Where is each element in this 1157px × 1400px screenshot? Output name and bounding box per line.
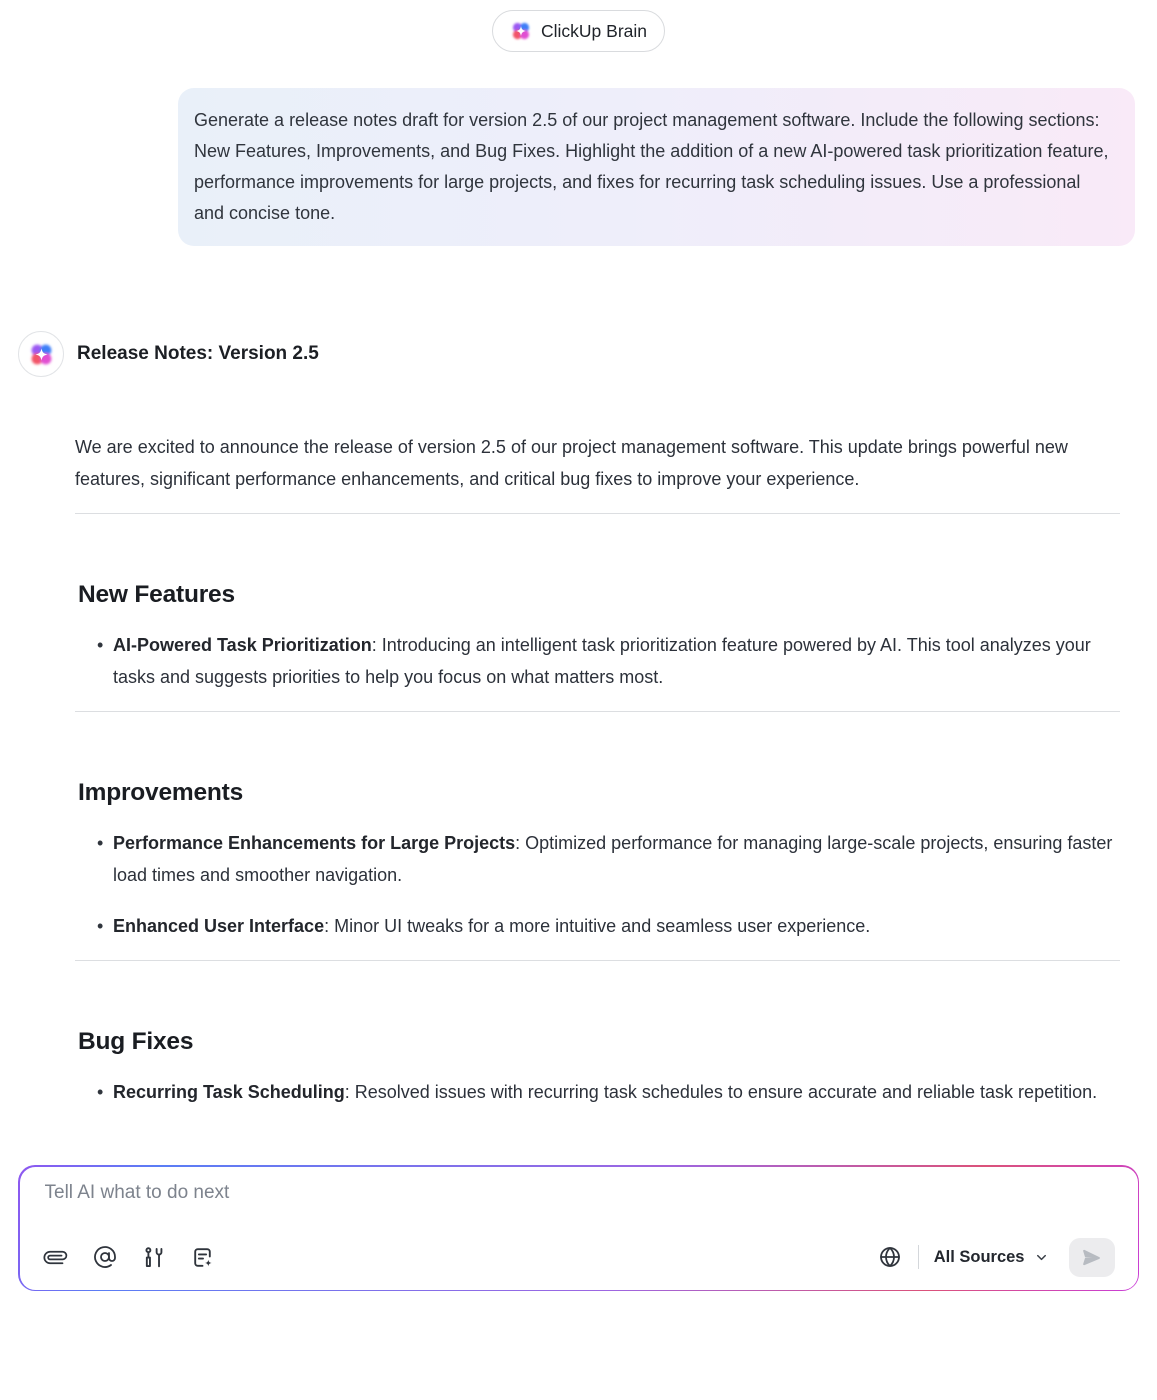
globe-icon — [878, 1245, 902, 1269]
item-term: Enhanced User Interface — [113, 916, 325, 936]
badge-label: ClickUp Brain — [541, 20, 647, 41]
ai-response-header — [18, 331, 1139, 377]
bullet-dot: • — [97, 833, 104, 853]
ai-response — [18, 331, 1139, 1108]
paperclip-icon — [44, 1246, 67, 1269]
attach-file-button[interactable] — [43, 1244, 69, 1270]
composer-right-tools — [877, 1238, 1115, 1277]
item-desc: : Optimized performance for managing large-scale projects, ensuring faster load times and smoother navigation. — [113, 833, 1113, 885]
composer-gradient-border — [18, 1165, 1139, 1291]
divider — [75, 960, 1120, 961]
sources-selector[interactable] — [934, 1248, 1049, 1267]
composer-toolbar — [43, 1238, 1115, 1277]
divider — [75, 711, 1120, 712]
mention-button[interactable] — [92, 1244, 118, 1270]
ai-response-body — [75, 431, 1120, 1108]
divider — [75, 513, 1120, 514]
section-list-improvements — [75, 827, 1120, 942]
prompt-templates-icon — [190, 1245, 215, 1270]
sources-label: All Sources — [933, 1247, 1025, 1266]
list-item — [75, 1076, 1120, 1108]
ai-avatar — [18, 331, 64, 377]
section-title-new-features: New Features — [78, 581, 235, 608]
section-title-bug-fixes: Bug Fixes — [78, 1028, 194, 1055]
section-title-improvements: Improvements — [78, 779, 244, 806]
list-item — [75, 827, 1120, 891]
bullet-dot: • — [97, 1082, 104, 1102]
user-message-text: Generate a release notes draft for version 2.5 of our project management software. Include the following sections: New Features, Improvements, and Bug Fixes. Highlight the addition of a new AI-powered task prioritization feature, performance improvements for large projects, and fixes for recurring task scheduling issues. Use a professional and concise tone. — [194, 110, 1109, 223]
send-plane-icon — [1080, 1246, 1103, 1269]
tools-icon — [141, 1245, 166, 1270]
badge-row — [0, 0, 1157, 52]
item-desc: : Introducing an intelligent task prioritization feature powered by AI. This tool analyzes your tasks and suggests priorities to help you focus on what matters most. — [113, 635, 1091, 687]
item-term: AI-Powered Task Prioritization — [113, 635, 372, 655]
chevron-down-icon — [1034, 1250, 1049, 1265]
at-sign-icon — [93, 1245, 117, 1269]
prompt-templates-button[interactable] — [190, 1244, 216, 1270]
send-button[interactable] — [1069, 1238, 1115, 1277]
user-message-bubble — [178, 88, 1135, 246]
item-desc: : Resolved issues with recurring task schedules to ensure accurate and reliable task repetition. — [344, 1082, 1098, 1102]
response-title: Release Notes: Version 2.5 — [77, 343, 319, 364]
response-intro: We are excited to announce the release of version 2.5 of our project management software. This update brings powerful new features, significant performance enhancements, and critical bug fixes to improve your experience. — [75, 437, 1068, 489]
item-desc: : Minor UI tweaks for a more intuitive and seamless user experience. — [324, 916, 871, 936]
item-term: Performance Enhancements for Large Projects — [113, 833, 516, 853]
list-item — [75, 910, 1120, 942]
clickup-brain-icon — [28, 341, 55, 368]
list-item — [75, 629, 1120, 693]
ai-prompt-input[interactable] — [43, 1181, 1115, 1205]
bullet-dot: • — [97, 916, 104, 936]
clickup-brain-icon — [510, 20, 532, 42]
vertical-divider — [918, 1245, 919, 1269]
composer-left-icons — [43, 1244, 216, 1270]
composer — [20, 1167, 1138, 1290]
tools-button[interactable] — [141, 1244, 167, 1270]
web-search-button[interactable] — [877, 1244, 903, 1270]
item-term: Recurring Task Scheduling — [113, 1082, 345, 1102]
section-list-new-features — [75, 629, 1120, 693]
clickup-brain-badge[interactable] — [492, 10, 665, 52]
section-list-bug-fixes — [75, 1076, 1120, 1108]
bullet-dot: • — [97, 635, 104, 655]
